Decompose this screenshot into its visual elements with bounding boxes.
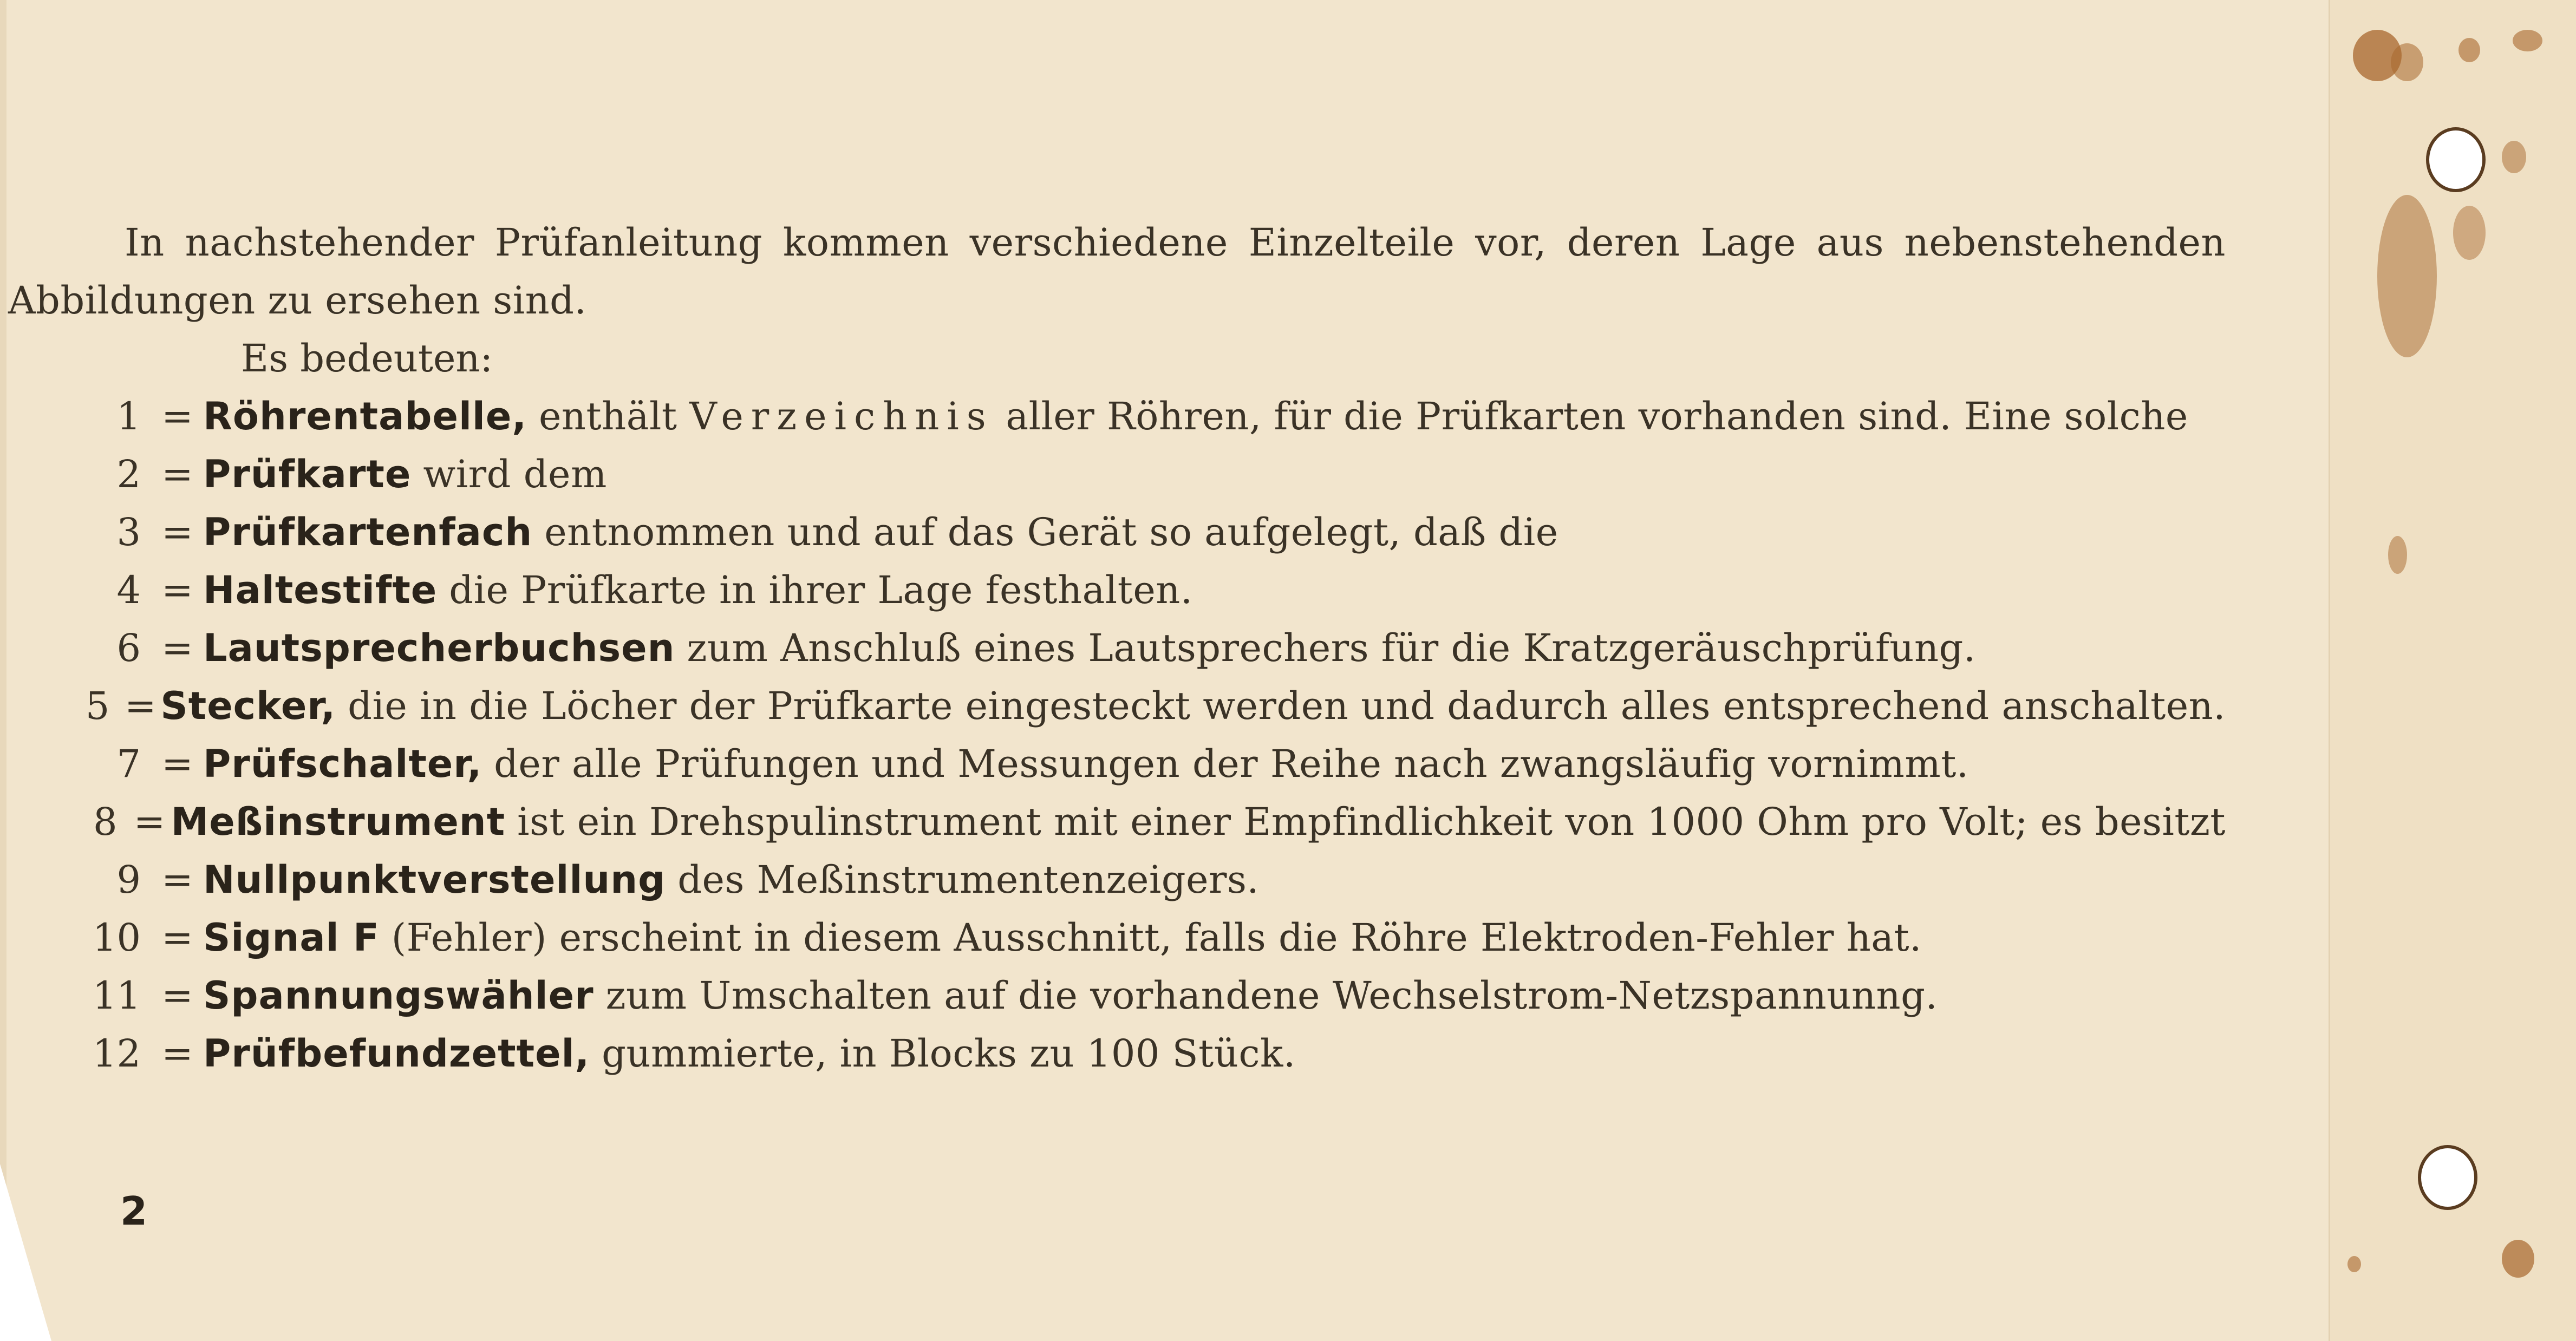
equals-sign: =: [161, 626, 193, 670]
item-description: wird dem: [423, 452, 607, 496]
item-description-part: enthält: [539, 394, 677, 439]
item-term: Spannungswähler: [203, 973, 594, 1018]
equals-sign: =: [133, 800, 166, 844]
item-number: 12: [92, 1031, 141, 1076]
equals-sign: =: [161, 568, 193, 612]
item-description: die in die Löcher der Prüfkarte eingesteckt werden und dadurch alles entsprechend anschalten.: [348, 684, 2226, 728]
intro-paragraph: In nachstehender Prüfanleitung kommen verschiedene Einzelteile vor, deren Lage aus nebenstehenden Abbildungen zu ersehen sind.: [8, 220, 2226, 323]
list-item: [0, 619, 2226, 677]
equals-sign: =: [125, 684, 156, 728]
item-description: zum Umschalten auf die vorhandene Wechselstrom-Netzspannunng.: [605, 973, 1938, 1018]
item-term: Stecker,: [160, 684, 336, 728]
item-number: 2: [116, 452, 141, 496]
item-description: die Prüfkarte in ihrer Lage festhalten.: [449, 568, 1193, 612]
list-item: [0, 793, 2226, 851]
item-description: ist ein Drehspulinstrument mit einer Empfindlichkeit von 1000 Ohm pro Volt; es besitzt: [517, 800, 2226, 844]
stain: [2377, 195, 2437, 357]
item-term: Röhrentabelle,: [203, 394, 527, 439]
stain: [2458, 38, 2480, 62]
stain: [2453, 206, 2486, 260]
item-term: Nullpunktverstellung: [203, 858, 666, 902]
list-item: [0, 909, 2226, 967]
punch-hole: [2426, 127, 2486, 192]
item-description: zum Anschluß eines Lautsprechers für die Kratzgeräuschprüfung.: [687, 626, 1976, 670]
equals-sign: =: [161, 1031, 193, 1076]
list-item: [0, 388, 2226, 446]
document-body: [8, 214, 2226, 1083]
equals-sign: =: [161, 394, 193, 439]
equals-sign: =: [161, 858, 193, 902]
item-term: Meßinstrument: [171, 800, 506, 844]
item-number: 1: [116, 394, 141, 439]
item-term: Signal F: [203, 915, 380, 960]
list-item: [0, 1025, 2226, 1083]
stain: [2502, 141, 2526, 173]
list-item: [0, 503, 2226, 561]
list-item: [0, 446, 2226, 503]
list-item: [0, 967, 2226, 1025]
item-description: gummierte, in Blocks zu 100 Stück.: [602, 1031, 1296, 1076]
stain: [2388, 536, 2407, 574]
list-item: [0, 561, 2226, 619]
list-item: [0, 735, 2226, 793]
item-number: 3: [116, 510, 141, 554]
stain: [2391, 43, 2423, 81]
equals-sign: =: [161, 510, 193, 554]
binding-strip: [2329, 0, 2576, 1341]
item-number: 4: [116, 568, 141, 612]
item-term: Prüfkartenfach: [203, 510, 533, 554]
page-number: 2: [120, 1188, 148, 1234]
stain: [2347, 1256, 2361, 1272]
intro-wrapper: [8, 214, 2226, 330]
item-number: 7: [116, 742, 141, 786]
list-item: [0, 677, 2226, 735]
stain: [2513, 30, 2542, 51]
item-term: Lautsprecherbuchsen: [203, 626, 675, 670]
equals-sign: =: [161, 915, 193, 960]
lead-line: Es bedeuten:: [241, 336, 493, 381]
item-term: Prüfschalter,: [203, 742, 482, 786]
item-number: 9: [116, 858, 141, 902]
item-description: der alle Prüfungen und Messungen der Reihe nach zwangsläufig vornimmt.: [494, 742, 1969, 786]
item-number: 8: [93, 800, 118, 844]
item-description: entnommen und auf das Gerät so aufgelegt, daß die: [544, 510, 1558, 554]
equals-sign: =: [161, 452, 193, 496]
item-description: (Fehler) erscheint in diesem Ausschnitt, falls die Röhre Elektroden-Fehler hat.: [391, 915, 1922, 960]
item-number: 5: [85, 684, 110, 728]
item-description: [539, 388, 2188, 446]
equals-sign: =: [161, 973, 193, 1018]
item-term: Prüfbefundzettel,: [203, 1031, 590, 1076]
item-number: 10: [92, 915, 141, 960]
item-description-spaced: Verzeichnis: [689, 394, 994, 439]
torn-corner: [0, 1164, 51, 1341]
equals-sign: =: [161, 742, 193, 786]
punch-hole: [2418, 1145, 2477, 1210]
list-item: [0, 851, 2226, 909]
item-description-part: aller Röhren, für die Prüfkarten vorhanden sind. Eine solche: [1006, 394, 2188, 439]
item-number: 11: [92, 973, 141, 1018]
item-term: Prüfkarte: [203, 452, 412, 496]
item-number: 6: [116, 626, 141, 670]
item-description: des Meßinstrumentenzeigers.: [677, 858, 1260, 902]
item-term: Haltestifte: [203, 568, 438, 612]
stain: [2502, 1240, 2534, 1278]
